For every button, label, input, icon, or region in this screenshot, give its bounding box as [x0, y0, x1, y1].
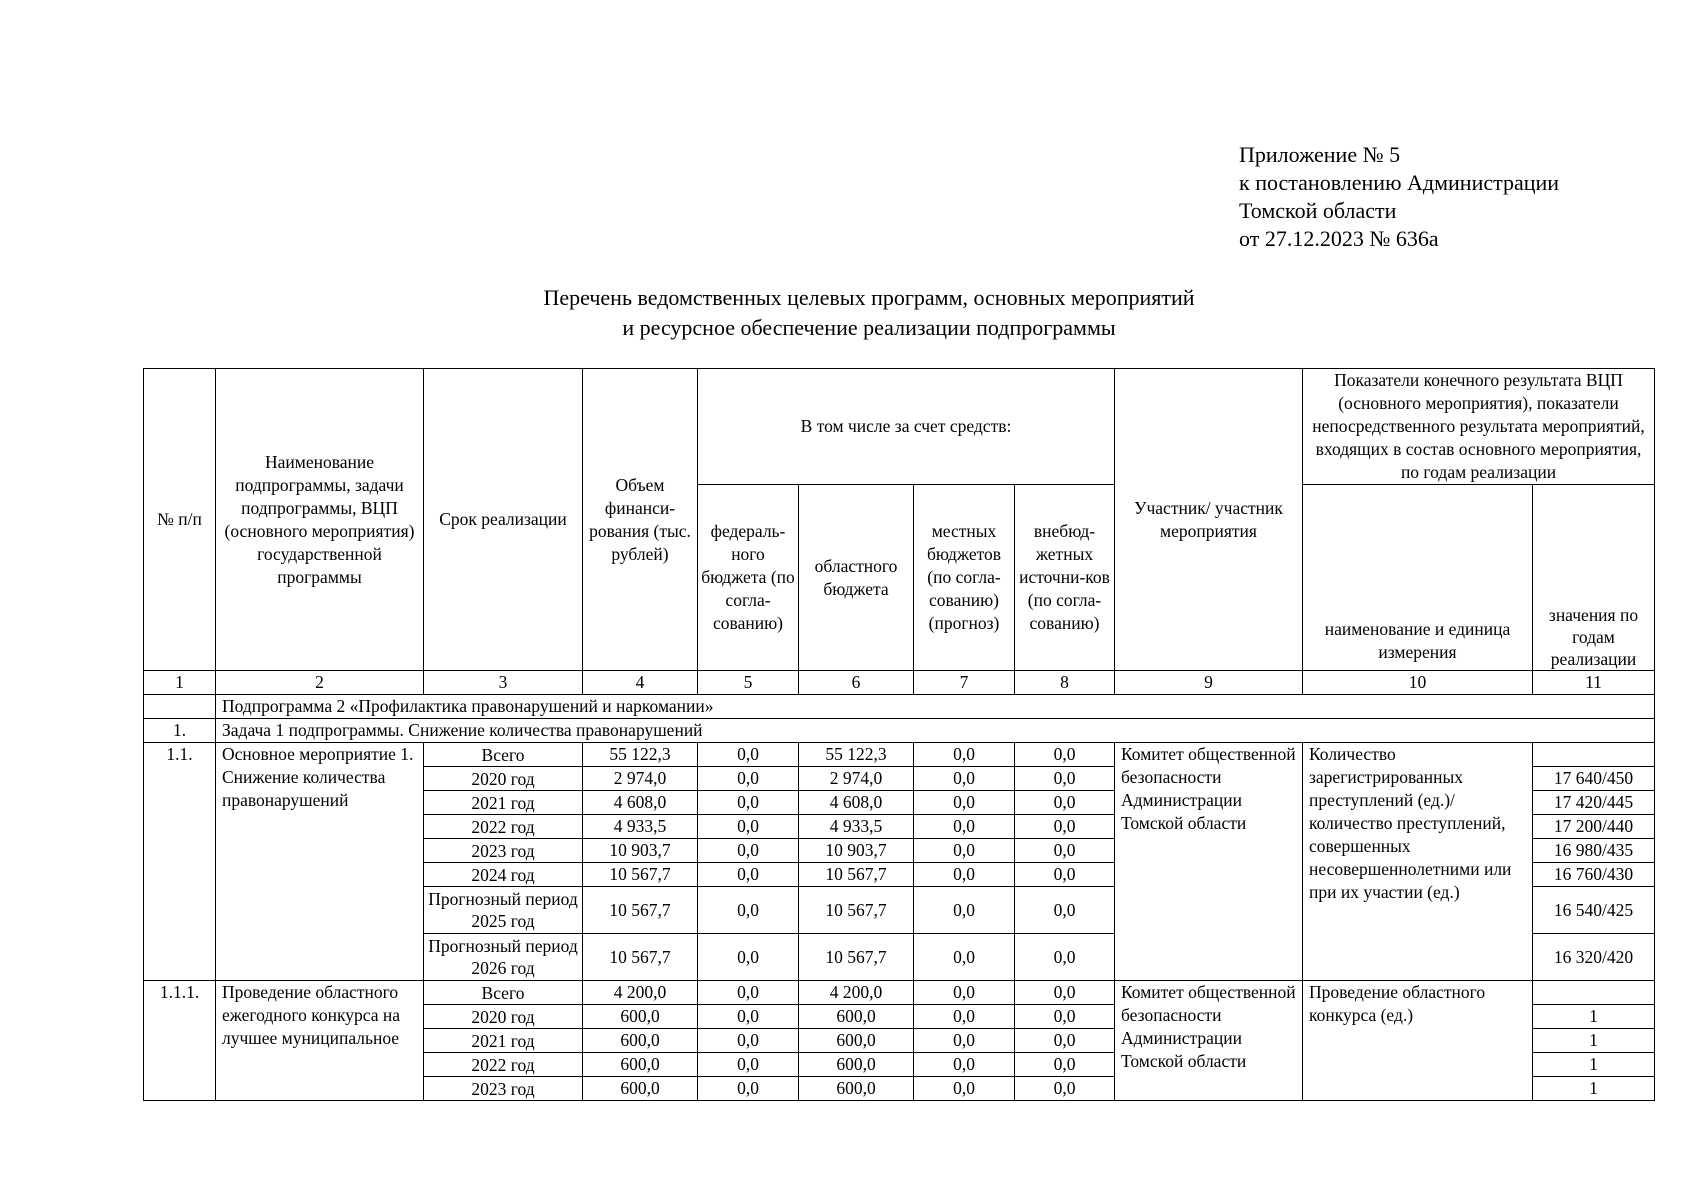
federal-cell: 0,0 [698, 1053, 799, 1077]
attachment-note [1239, 141, 1559, 253]
indicator-value-cell: 16 760/430 [1533, 863, 1655, 887]
total-funding-cell: 2 974,0 [583, 767, 698, 791]
block-2-body [144, 981, 1655, 1101]
total-funding-cell: 600,0 [583, 1077, 698, 1101]
funding-row [144, 981, 1655, 1005]
extrabudget-cell: 0,0 [1015, 1077, 1115, 1101]
col-number-6: 6 [799, 671, 914, 695]
local-cell: 0,0 [914, 887, 1015, 934]
col-number-8: 8 [1015, 671, 1115, 695]
col-number-5: 5 [698, 671, 799, 695]
period-cell: 2023 год [424, 1077, 583, 1101]
indicator-value-cell: 16 320/420 [1533, 934, 1655, 981]
federal-cell: 0,0 [698, 815, 799, 839]
period-cell: 2020 год [424, 767, 583, 791]
regional-cell: 600,0 [799, 1005, 914, 1029]
local-cell: 0,0 [914, 1005, 1015, 1029]
header-term: Срок реализации [424, 369, 583, 671]
participant-cell: Комитет общественной безопасности Администрации Томской области [1115, 743, 1303, 981]
extrabudget-cell: 0,0 [1015, 1029, 1115, 1053]
extrabudget-cell: 0,0 [1015, 815, 1115, 839]
federal-cell: 0,0 [698, 934, 799, 981]
total-funding-cell: 600,0 [583, 1005, 698, 1029]
title-line-2: и ресурсное обеспечение реализации подпрограммы [622, 315, 1116, 340]
header-indicators-group: Показатели конечного результата ВЦП (основного мероприятия), показатели непосредственного результата мероприятий, входящих в состав основного мероприятия, по годам реализации [1303, 369, 1655, 485]
regional-cell: 10 903,7 [799, 839, 914, 863]
header-participant: Участник/ участник мероприятия [1115, 369, 1303, 671]
regional-cell: 10 567,7 [799, 887, 914, 934]
regional-cell: 2 974,0 [799, 767, 914, 791]
attachment-line-4: от 27.12.2023 № 636а [1239, 226, 1439, 251]
block-1-body [144, 743, 1655, 981]
local-cell: 0,0 [914, 767, 1015, 791]
indicator-value-cell [1533, 981, 1655, 1005]
period-cell: Всего [424, 981, 583, 1005]
total-funding-cell: 55 122,3 [583, 743, 698, 767]
federal-cell: 0,0 [698, 981, 799, 1005]
subprogram-title: Подпрограмма 2 «Профилактика правонарушений и наркомании» [216, 695, 1655, 719]
col-number-10: 10 [1303, 671, 1533, 695]
header-regional: областного бюджета [799, 485, 914, 671]
task-title: Задача 1 подпрограммы. Снижение количества правонарушений [216, 719, 1655, 743]
total-funding-cell: 10 903,7 [583, 839, 698, 863]
extrabudget-cell: 0,0 [1015, 981, 1115, 1005]
federal-cell: 0,0 [698, 1077, 799, 1101]
indicator-value-cell: 16 980/435 [1533, 839, 1655, 863]
period-cell: 2023 год [424, 839, 583, 863]
extrabudget-cell: 0,0 [1015, 767, 1115, 791]
federal-cell: 0,0 [698, 791, 799, 815]
block-name: Проведение областного ежегодного конкурса на лучшее муниципальное [216, 981, 424, 1101]
federal-cell: 0,0 [698, 767, 799, 791]
header-name: Наименование подпрограммы, задачи подпрограммы, ВЦП (основного мероприятия) государственной программы [216, 369, 424, 671]
regional-cell: 55 122,3 [799, 743, 914, 767]
total-funding-cell: 10 567,7 [583, 934, 698, 981]
indicator-value-cell: 1 [1533, 1053, 1655, 1077]
total-funding-cell: 600,0 [583, 1053, 698, 1077]
period-cell: 2021 год [424, 1029, 583, 1053]
indicator-name-cell: Проведение областного конкурса (ед.) [1303, 981, 1533, 1101]
local-cell: 0,0 [914, 863, 1015, 887]
extrabudget-cell: 0,0 [1015, 934, 1115, 981]
local-cell: 0,0 [914, 981, 1015, 1005]
regional-cell: 4 608,0 [799, 791, 914, 815]
funding-row [144, 743, 1655, 767]
col-number-3: 3 [424, 671, 583, 695]
attachment-line-2: к постановлению Администрации [1239, 170, 1560, 195]
col-number-2: 2 [216, 671, 424, 695]
regional-cell: 10 567,7 [799, 863, 914, 887]
regional-cell: 600,0 [799, 1029, 914, 1053]
indicator-value-cell: 17 640/450 [1533, 767, 1655, 791]
regional-cell: 10 567,7 [799, 934, 914, 981]
total-funding-cell: 4 933,5 [583, 815, 698, 839]
period-cell: 2024 год [424, 863, 583, 887]
col-number-11: 11 [1533, 671, 1655, 695]
local-cell: 0,0 [914, 791, 1015, 815]
title-line-1: Перечень ведомственных целевых программ, основных мероприятий [543, 285, 1195, 310]
extrabudget-cell: 0,0 [1015, 863, 1115, 887]
local-cell: 0,0 [914, 839, 1015, 863]
extrabudget-cell: 0,0 [1015, 791, 1115, 815]
block-number: 1.1. [144, 743, 216, 981]
header-indicator-values: значения по годам реализации [1533, 485, 1655, 671]
extrabudget-cell: 0,0 [1015, 887, 1115, 934]
participant-cell: Комитет общественной безопасности Администрации Томской области [1115, 981, 1303, 1101]
period-cell: Прогнозный период 2025 год [424, 887, 583, 934]
federal-cell: 0,0 [698, 863, 799, 887]
federal-cell: 0,0 [698, 1005, 799, 1029]
extrabudget-cell: 0,0 [1015, 839, 1115, 863]
header-sources-group: В том числе за счет средств: [698, 369, 1115, 485]
col-number-7: 7 [914, 671, 1015, 695]
federal-cell: 0,0 [698, 839, 799, 863]
indicator-name-cell: Количество зарегистрированных преступлений (ед.)/ количество преступлений, совершенных несовершеннолетними или при их участии (ед.) [1303, 743, 1533, 981]
local-cell: 0,0 [914, 815, 1015, 839]
period-cell: 2022 год [424, 815, 583, 839]
regional-cell: 600,0 [799, 1077, 914, 1101]
header-extrabudget: внебюд-жетных источни-ков (по согла-сованию) [1015, 485, 1115, 671]
regional-cell: 600,0 [799, 1053, 914, 1077]
total-funding-cell: 10 567,7 [583, 863, 698, 887]
extrabudget-cell: 0,0 [1015, 1053, 1115, 1077]
period-cell: Прогнозный период 2026 год [424, 934, 583, 981]
document-title [0, 283, 1698, 343]
regional-cell: 4 200,0 [799, 981, 914, 1005]
col-number-1: 1 [144, 671, 216, 695]
column-number-row [144, 671, 1655, 695]
period-cell: Всего [424, 743, 583, 767]
indicator-value-cell: 1 [1533, 1077, 1655, 1101]
header-num: № п/п [144, 369, 216, 671]
indicator-value-cell: 16 540/425 [1533, 887, 1655, 934]
local-cell: 0,0 [914, 1053, 1015, 1077]
indicator-value-cell: 1 [1533, 1005, 1655, 1029]
federal-cell: 0,0 [698, 887, 799, 934]
period-cell: 2022 год [424, 1053, 583, 1077]
attachment-line-1: Приложение № 5 [1239, 142, 1401, 167]
col-number-4: 4 [583, 671, 698, 695]
program-table [143, 368, 1655, 1101]
attachment-line-3: Томской области [1239, 198, 1397, 223]
federal-cell: 0,0 [698, 743, 799, 767]
block-name: Основное мероприятие 1. Снижение количества правонарушений [216, 743, 424, 981]
block-number: 1.1.1. [144, 981, 216, 1101]
local-cell: 0,0 [914, 934, 1015, 981]
local-cell: 0,0 [914, 1077, 1015, 1101]
local-cell: 0,0 [914, 1029, 1015, 1053]
federal-cell: 0,0 [698, 1029, 799, 1053]
local-cell: 0,0 [914, 743, 1015, 767]
subprogram-num-cell [144, 695, 216, 719]
subprogram-row [144, 695, 1655, 719]
total-funding-cell: 600,0 [583, 1029, 698, 1053]
header-local: местных бюджетов (по согла-сованию) (прогноз) [914, 485, 1015, 671]
period-cell: 2020 год [424, 1005, 583, 1029]
indicator-value-cell: 1 [1533, 1029, 1655, 1053]
task-row [144, 719, 1655, 743]
task-num: 1. [144, 719, 216, 743]
indicator-value-cell: 17 200/440 [1533, 815, 1655, 839]
regional-cell: 4 933,5 [799, 815, 914, 839]
indicator-value-cell [1533, 743, 1655, 767]
header-federal: федераль-ного бюджета (по согла-сованию) [698, 485, 799, 671]
indicator-value-cell: 17 420/445 [1533, 791, 1655, 815]
header-total-funding: Объем финанси-рования (тыс. рублей) [583, 369, 698, 671]
period-cell: 2021 год [424, 791, 583, 815]
header-indicator-name: наименование и единица измерения [1303, 485, 1533, 671]
total-funding-cell: 4 608,0 [583, 791, 698, 815]
col-number-9: 9 [1115, 671, 1303, 695]
total-funding-cell: 10 567,7 [583, 887, 698, 934]
extrabudget-cell: 0,0 [1015, 743, 1115, 767]
extrabudget-cell: 0,0 [1015, 1005, 1115, 1029]
total-funding-cell: 4 200,0 [583, 981, 698, 1005]
